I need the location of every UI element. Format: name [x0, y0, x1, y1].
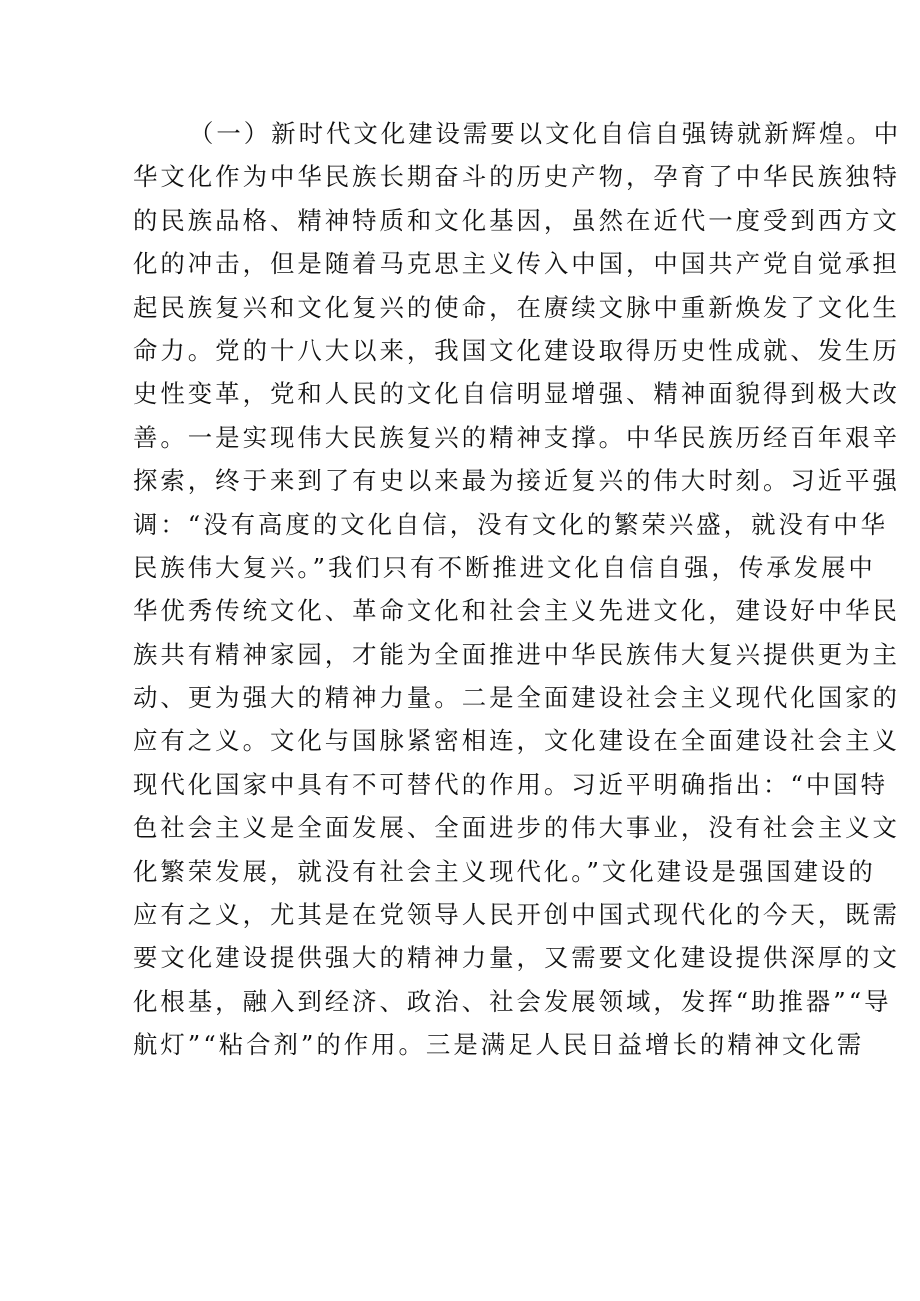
body-paragraph	[133, 112, 902, 1067]
text-line: 探索，终于来到了有史以来最为接近复兴的伟大时刻。习近平强	[133, 466, 900, 496]
text-line: 化根基，融入到经济、政治、社会发展领域，发挥“助推器”“导	[133, 986, 892, 1016]
text-line: 的民族品格、精神特质和文化基因，虽然在近代一度受到西方文	[133, 205, 900, 235]
text-line: 命力。党的十八大以来，我国文化建设取得历史性成就、发生历	[133, 335, 900, 365]
text-line: 起民族复兴和文化复兴的使命，在赓续文脉中重新焕发了文化生	[133, 292, 900, 322]
text-line: 现代化国家中具有不可替代的作用。习近平明确指出：“中国特	[133, 769, 889, 799]
text-line: 史性变革，党和人民的文化自信明显增强、精神面貌得到极大改	[133, 379, 900, 409]
text-line: 应有之义。文化与国脉紧密相连，文化建设在全面建设社会主义	[133, 726, 900, 756]
text-line: 华文化作为中华民族长期奋斗的历史产物，孕育了中华民族独特	[133, 162, 900, 192]
text-line: 族共有精神家园，才能为全面推进中华民族伟大复兴提供更为主	[133, 639, 900, 669]
text-line: 色社会主义是全面发展、全面进步的伟大事业，没有社会主义文	[133, 813, 900, 843]
text-line: 化繁荣发展，就没有社会主义现代化。”文化建设是强国建设的	[133, 856, 876, 886]
text-line: 华优秀传统文化、革命文化和社会主义先进文化，建设好中华民	[133, 596, 900, 626]
text-line: 化的冲击，但是随着马克思主义传入中国，中国共产党自觉承担	[133, 249, 900, 279]
text-line: （一）新时代文化建设需要以文化自信自强铸就新辉煌。中	[189, 119, 902, 148]
text-line: 民族伟大复兴。”我们只有不断推进文化自信自强，传承发展中	[133, 552, 876, 582]
text-line: 应有之义，尤其是在党领导人民开创中国式现代化的今天，既需	[133, 900, 900, 930]
text-line: 航灯”“粘合剂”的作用。三是满足人民日益增长的精神文化需	[133, 1030, 865, 1060]
text-line: 动、更为强大的精神力量。二是全面建设社会主义现代化国家的	[133, 683, 900, 713]
text-line: 善。一是实现伟大民族复兴的精神支撑。中华民族历经百年艰辛	[133, 422, 900, 452]
text-line: 要文化建设提供强大的精神力量，又需要文化建设提供深厚的文	[133, 943, 900, 973]
text-line: 调：“没有高度的文化自信，没有文化的繁荣兴盛，就没有中华	[133, 509, 889, 539]
